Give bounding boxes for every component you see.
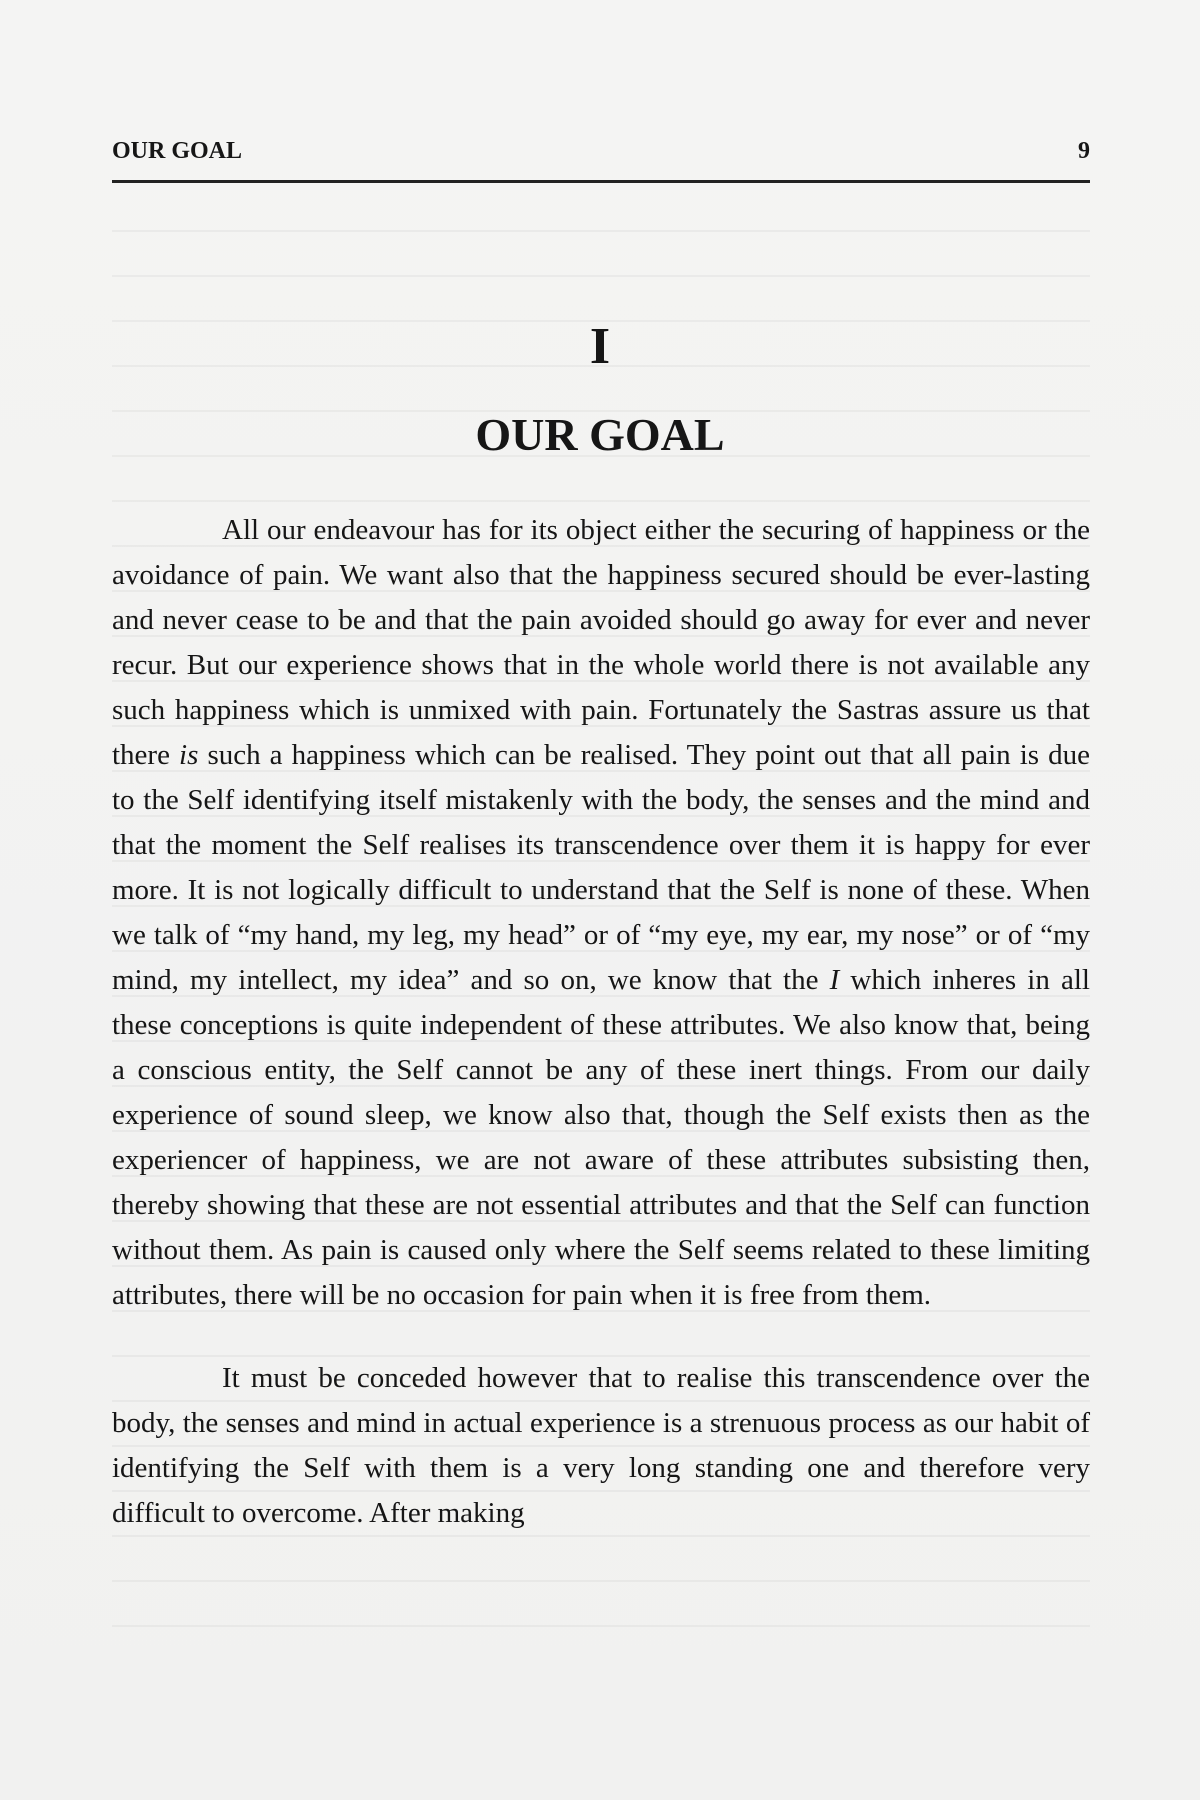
chapter-number: I	[589, 318, 611, 375]
paragraph-2: It must be conceded however that to realise this transcendence over the body, the senses and mind in actual experience is a strenuous process as our habit of identifying the Self with them is a very long standing one and therefore very difficult to overcome. After making	[112, 1362, 1090, 1529]
body-text	[112, 508, 1090, 1536]
header-rule	[112, 180, 1090, 183]
chapter-title: OUR GOAL	[475, 409, 725, 460]
paragraph-1-text-c: which inheres in all these conceptions is quite independent of these attributes. We also know that, being a conscious entity, the Self cannot be any of these inert things. From our daily experience of sound sleep, we know also that, though the Self exists then as the experiencer of happiness, we are not aware of these attributes subsisting then, thereby showing that these are not essential attributes and that the Self can function without them. As pain is caused only where the Self seems related to these limiting attributes, there will be no occasion for pain when it is free from them.	[112, 964, 1090, 1311]
italic-is: is	[179, 739, 199, 771]
running-title: OUR GOAL	[112, 138, 243, 164]
page-header	[112, 136, 1090, 176]
paragraph-1-text-b: such a happiness which can be realised. They point out that all pain is due to the Self identifying itself mistakenly with the body, the senses and the mind and that the moment the Self realises its transcendence over them it is happy for ever more. It is not logically difficult to understand that the Self is none of these. When we talk of “my hand, my leg, my head” or of “my eye, my ear, my nose” or of “my mind, my intellect, my idea” and so on, we know that the	[112, 739, 1090, 996]
page-number: 9	[1078, 138, 1090, 164]
paragraph-1	[112, 508, 1090, 1318]
italic-i: I	[829, 964, 840, 996]
paragraph-1-text-a: All our endeavour has for its object either the securing of happiness or the avoidance of pain. We want also that the happiness secured should be ever-lasting and never cease to be and that the pain avoided should go away for ever and never recur. But our experience shows that in the whole world there is not available any such happiness which is unmixed with pain. Fortunately the Sastras assure us that there	[112, 514, 1090, 771]
